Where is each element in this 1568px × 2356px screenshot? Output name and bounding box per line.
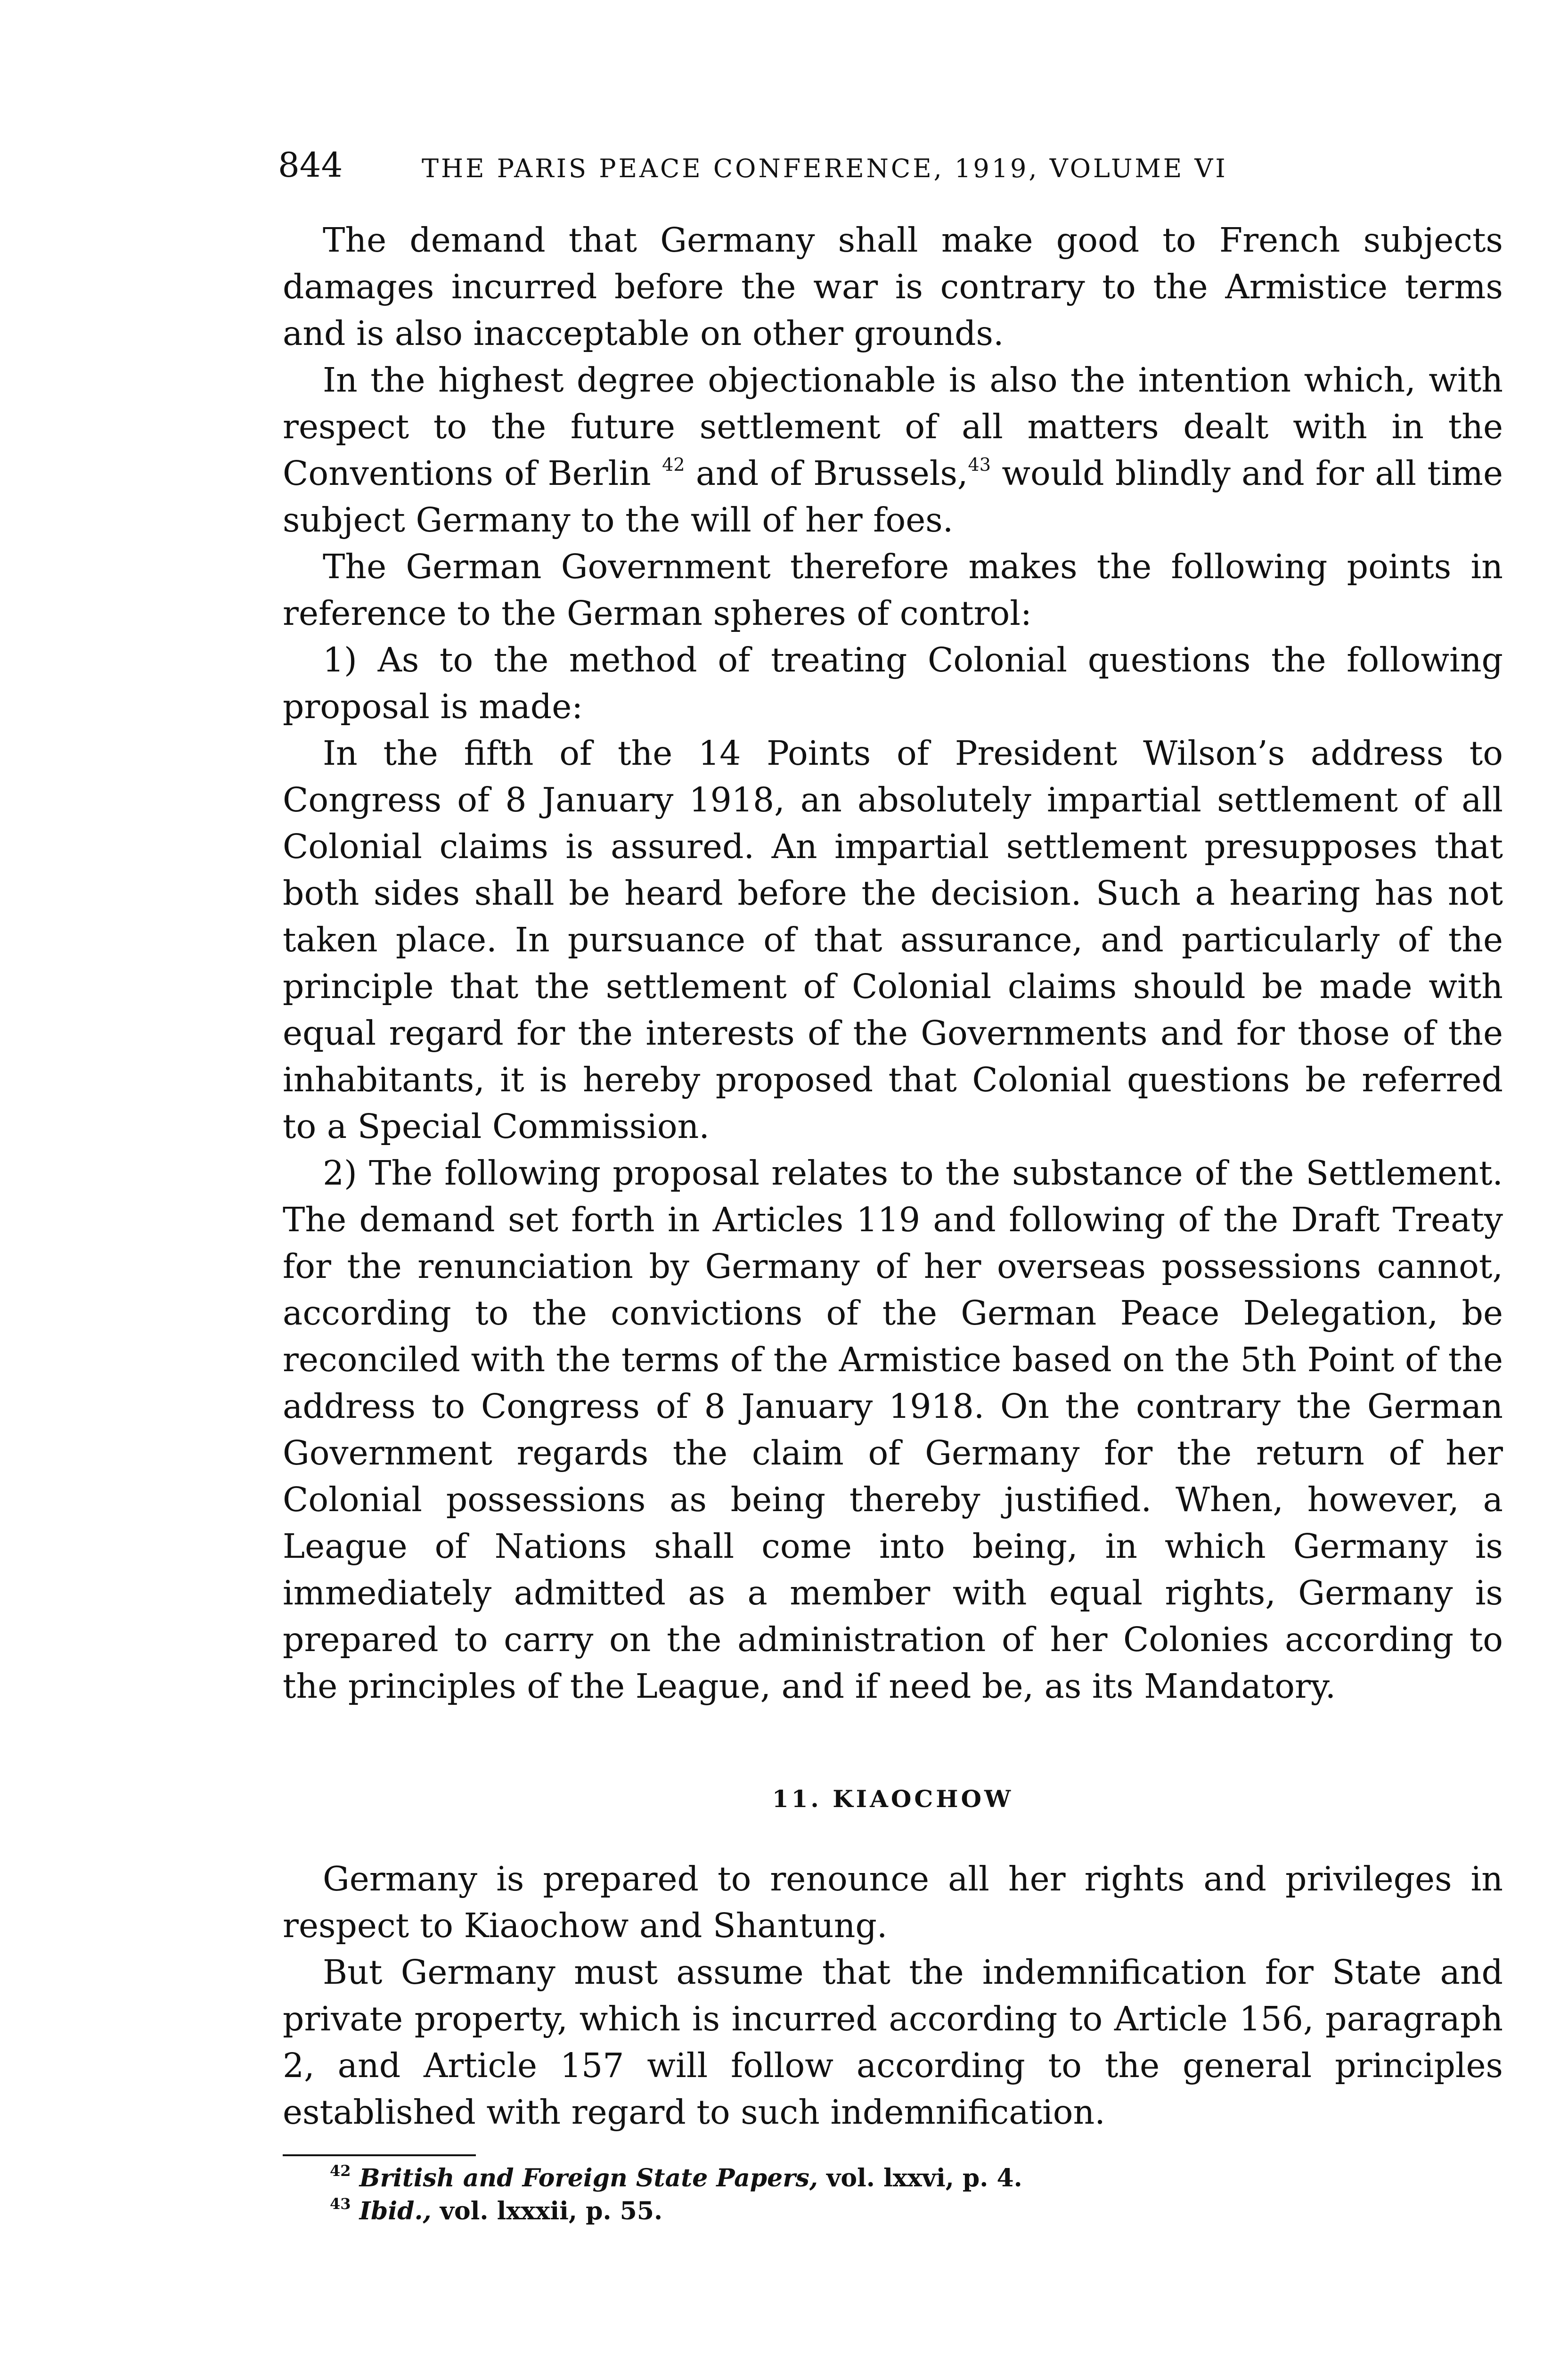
page-header [278,141,1362,188]
paragraph-text: and of Brussels, [685,454,968,493]
footnote [283,2162,1503,2195]
footnote-title: Ibid., [359,2197,432,2225]
footnote-divider [283,2154,476,2156]
footnote [283,2195,1503,2228]
paragraph: The German Government therefore makes the following points in reference to the German spheres of control: [283,547,1503,633]
paragraph-text: In the highest degree objectionable is also the intention which, with respect to the future settlement of all matters dealt with in the Conventions of Berlin [283,360,1503,493]
footnote-marker: 42 [330,2162,351,2180]
page-number: 844 [278,145,343,185]
paragraph: The demand that Germany shall make good to French subjects damages incurred before the war is contrary to the Armistice terms and is also inacceptable on other grounds. [283,221,1503,353]
paragraph-text: would blindly and for all time subject Germany to the will of her foes. [283,454,1503,540]
section-heading: 11. KIAOCHOW [772,1785,1014,1813]
running-head: THE PARIS PEACE CONFERENCE, 1919, VOLUME VI [422,154,1228,183]
paragraph: But Germany must assume that the indemnification for State and private property, which is incurred according to Article 156, paragraph 2, and Article 157 will follow according to the general principles established with regard to such indemnification. [283,1953,1503,2132]
paragraph: 2) The following proposal relates to the substance of the Settlement. The demand set forth in Articles 119 and following of the Draft Treaty for the renunciation by Germany of her overseas possessions cannot, according to the convictions of the German Peace Delegation, be reconciled with the terms of the Armistice based on the 5th Point of the address to Congress of 8 January 1918. On the contrary the German Government regards the claim of Germany for the return of her Colonial possessions as being thereby justified. When, however, a League of Nations shall come into being, in which Germany is immediately admitted as a member with equal rights, Germany is prepared to carry on the administration of her Colonies according to the principles of the League, and if need be, as its Mandatory. [283,1153,1503,1706]
footnote-marker: 43 [330,2195,351,2213]
paragraph: In the fifth of the 14 Points of President Wilson’s address to Congress of 8 January 1918, an absolutely impartial settlement of all Colonial claims is assured. An impartial settlement presupposes that both sides shall be heard before the decision. Such a hearing has not taken place. In pursuance of that assurance, and particularly of the principle that the settlement of Colonial claims should be made with equal regard for the interests of the Governments and for those of the inhabitants, it is hereby proposed that Colonial questions be referred to a Special Commission. [283,734,1503,1146]
footnote-ref: 43 [968,454,991,475]
paragraph: Germany is prepared to renounce all her rights and privileges in respect to Kiaochow and Shantung. [283,1859,1503,1945]
footnote-title: British and Foreign State Papers, [359,2164,818,2192]
body-text [283,217,1503,2228]
footnote-ref: 42 [662,454,685,475]
paragraph-conventions [283,357,1503,543]
footnote-text: vol. lxxxii, p. 55. [431,2197,663,2225]
footnote-text: vol. lxxvi, p. 4. [818,2164,1022,2192]
paragraph: 1) As to the method of treating Colonial questions the following proposal is made: [283,640,1503,726]
